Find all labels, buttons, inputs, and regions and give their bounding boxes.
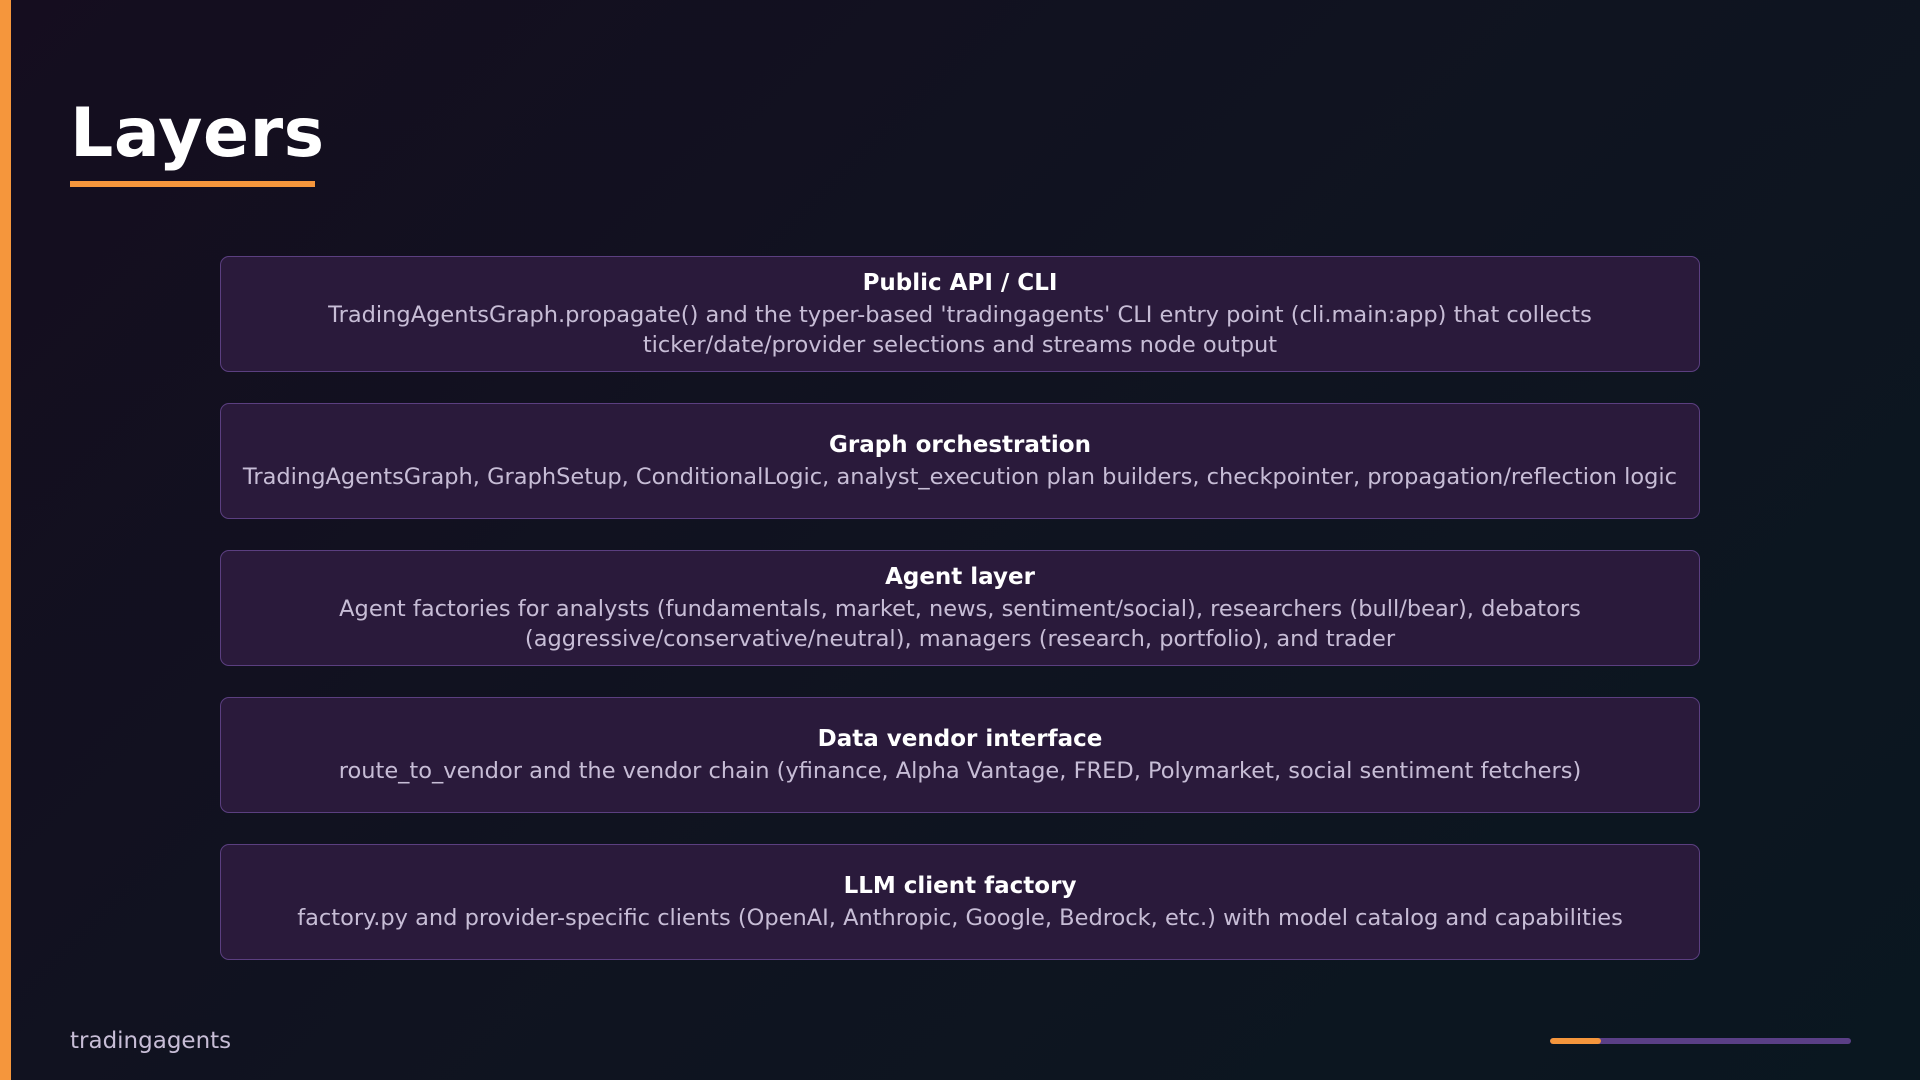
layer-description: route_to_vendor and the vendor chain (yfinance, Alpha Vantage, FRED, Polymarket, social sentiment fetchers) [338, 758, 1582, 784]
left-accent-bar [0, 0, 11, 1080]
layer-description: TradingAgentsGraph.propagate() and the typer-based 'tradingagents' CLI entry point (cli.main:app) that collects ticker/date/provider selections and streams node output [328, 302, 1592, 358]
layer-box-public-api [220, 256, 1700, 372]
layer-box-data-vendor [220, 697, 1700, 813]
slide-progress-fill [1550, 1038, 1601, 1044]
slide-progress-bar [1550, 1038, 1851, 1044]
layer-box-graph-orchestration [220, 403, 1700, 519]
layer-title: LLM client factory [843, 873, 1077, 899]
layer-title: Public API / CLI [862, 270, 1058, 296]
footer-brand: tradingagents [70, 1028, 232, 1054]
layer-stack [220, 256, 1700, 991]
layer-title: Graph orchestration [829, 432, 1091, 458]
layer-box-agent-layer [220, 550, 1700, 666]
layer-description: factory.py and provider-specific clients (OpenAI, Anthropic, Google, Bedrock, etc.) with model catalog and capabilities [297, 905, 1623, 931]
layer-description: Agent factories for analysts (fundamentals, market, news, sentiment/social), researchers (bull/bear), debators (aggressive/conservative/neutral), managers (research, portfolio), and trader [339, 596, 1581, 652]
layer-title: Data vendor interface [817, 726, 1103, 752]
layer-title: Agent layer [885, 564, 1035, 590]
page-title: Layers [70, 94, 325, 173]
title-underline [70, 181, 315, 187]
layer-description: TradingAgentsGraph, GraphSetup, ConditionalLogic, analyst_execution plan builders, checkpointer, propagation/reflection logic [242, 464, 1678, 490]
layer-box-llm-client [220, 844, 1700, 960]
